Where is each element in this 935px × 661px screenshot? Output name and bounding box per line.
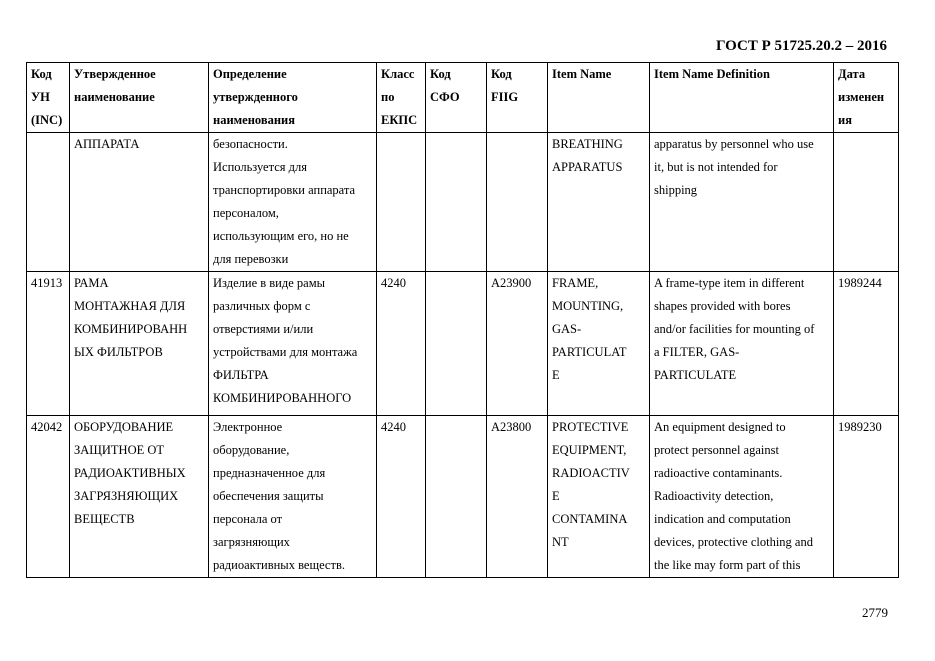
- column-header-line: Код: [31, 67, 52, 81]
- cell-line: BREATHING: [552, 137, 623, 151]
- document-code-header: ГОСТ Р 51725.20.2 – 2016: [715, 38, 887, 54]
- cell-line: E: [552, 368, 560, 382]
- cell-line: Radioactivity detection,: [654, 489, 774, 503]
- cell-line: EQUIPMENT,: [552, 443, 627, 457]
- column-header-line: утвержденного: [213, 90, 298, 104]
- cell-line: КОМБИНИРОВАНН: [74, 322, 188, 336]
- cell-line: ЫХ ФИЛЬТРОВ: [74, 345, 163, 359]
- column-header-line: Item Name: [552, 67, 612, 81]
- cell-line: the like may form part of this: [654, 558, 801, 572]
- cell-line: ОБОРУДОВАНИЕ: [74, 420, 174, 434]
- cell-value: 1989230: [838, 420, 882, 434]
- cell-value: 41913: [31, 276, 63, 290]
- column-header-line: по: [381, 90, 395, 104]
- column-header-date: [834, 63, 899, 133]
- cell-line: КОМБИНИРОВАННОГО: [213, 391, 352, 405]
- cell-line: РАМА: [74, 276, 109, 290]
- cell-line: CONTAMINA: [552, 512, 628, 526]
- cell-line: загрязняющих: [213, 535, 290, 549]
- cell-definition: [209, 272, 377, 416]
- column-header-line: наименования: [213, 113, 296, 127]
- cell-line: FRAME,: [552, 276, 599, 290]
- cell-name: [70, 416, 209, 578]
- column-header-line: Утвержденное: [74, 67, 156, 81]
- cell-line: shipping: [654, 183, 698, 197]
- cell-value: A23900: [491, 276, 532, 290]
- catalog-table: [26, 62, 899, 578]
- cell-class: [377, 133, 426, 272]
- cell-definition: [209, 416, 377, 578]
- column-header-name: [70, 63, 209, 133]
- column-header-line: ЕКПС: [381, 113, 418, 127]
- cell-value: A23800: [491, 420, 532, 434]
- cell-sfo: [426, 133, 487, 272]
- cell-line: использующим его, но не: [213, 229, 349, 243]
- column-header-line: изменен: [838, 90, 885, 104]
- column-header-line: Код: [491, 67, 512, 81]
- cell-line: АППАРАТА: [74, 137, 140, 151]
- cell-line: PARTICULATE: [654, 368, 737, 382]
- cell-line: apparatus by personnel who use: [654, 137, 814, 151]
- table-body: [27, 133, 899, 578]
- cell-inc: [27, 133, 70, 272]
- cell-inc: [27, 416, 70, 578]
- cell-line: безопасности.: [213, 137, 288, 151]
- cell-line: для перевозки: [213, 252, 289, 266]
- cell-fiig: [487, 416, 548, 578]
- cell-date: [834, 272, 899, 416]
- cell-class: [377, 272, 426, 416]
- table-row: [27, 272, 899, 416]
- cell-line: PARTICULAT: [552, 345, 627, 359]
- cell-definition: [209, 133, 377, 272]
- cell-line: Изделие в виде рамы: [213, 276, 326, 290]
- column-header-sfo: [426, 63, 487, 133]
- cell-fiig: [487, 133, 548, 272]
- column-header-line: Item Name Definition: [654, 67, 770, 81]
- cell-item-definition: [650, 416, 834, 578]
- column-header-class: [377, 63, 426, 133]
- cell-item-definition: [650, 272, 834, 416]
- cell-line: E: [552, 489, 560, 503]
- column-header-line: СФО: [430, 90, 460, 104]
- cell-date: [834, 416, 899, 578]
- cell-line: ВЕЩЕСТВ: [74, 512, 135, 526]
- cell-class: [377, 416, 426, 578]
- column-header-item-definition: [650, 63, 834, 133]
- cell-line: транспортировки аппарата: [213, 183, 356, 197]
- cell-line: Используется для: [213, 160, 307, 174]
- cell-line: оборудование,: [213, 443, 290, 457]
- cell-line: ФИЛЬТРА: [213, 368, 269, 382]
- cell-line: MOUNTING,: [552, 299, 624, 313]
- cell-line: GAS-: [552, 322, 582, 336]
- table-header-row: [27, 63, 899, 133]
- cell-line: радиоактивных веществ.: [213, 558, 345, 572]
- cell-item-name: [548, 133, 650, 272]
- cell-line: персоналом,: [213, 206, 279, 220]
- column-header-line: наименование: [74, 90, 155, 104]
- cell-line: radioactive contaminants.: [654, 466, 783, 480]
- cell-value: 4240: [381, 276, 406, 290]
- cell-line: indication and computation: [654, 512, 791, 526]
- cell-sfo: [426, 272, 487, 416]
- page-number: 2779: [862, 605, 888, 620]
- column-header-line: Дата: [838, 67, 866, 81]
- column-header-inc: [27, 63, 70, 133]
- column-header-line: (INC): [31, 113, 63, 127]
- column-header-line: Класс: [381, 67, 415, 81]
- column-header-line: FIIG: [491, 90, 519, 104]
- cell-line: ЗАГРЯЗНЯЮЩИХ: [74, 489, 179, 503]
- cell-line: отверстиями и/или: [213, 322, 314, 336]
- cell-value: 42042: [31, 420, 63, 434]
- cell-line: Электронное: [213, 420, 283, 434]
- cell-item-name: [548, 416, 650, 578]
- cell-line: APPARATUS: [552, 160, 623, 174]
- table-row: [27, 416, 899, 578]
- cell-value: 1989244: [838, 276, 882, 290]
- cell-name: [70, 272, 209, 416]
- cell-line: RADIOACTIV: [552, 466, 630, 480]
- cell-fiig: [487, 272, 548, 416]
- cell-line: МОНТАЖНАЯ ДЛЯ: [74, 299, 186, 313]
- column-header-line: Код: [430, 67, 451, 81]
- cell-line: предназначенное для: [213, 466, 326, 480]
- cell-line: devices, protective clothing and: [654, 535, 813, 549]
- cell-sfo: [426, 416, 487, 578]
- column-header-fiig: [487, 63, 548, 133]
- column-header-line: ия: [838, 113, 852, 127]
- cell-line: NT: [552, 535, 569, 549]
- cell-line: РАДИОАКТИВНЫХ: [74, 466, 186, 480]
- cell-line: обеспечения защиты: [213, 489, 324, 503]
- cell-name: [70, 133, 209, 272]
- cell-line: устройствами для монтажа: [213, 345, 358, 359]
- column-header-item-name: [548, 63, 650, 133]
- table-row: [27, 133, 899, 272]
- cell-line: a FILTER, GAS-: [654, 345, 740, 359]
- cell-line: A frame-type item in different: [654, 276, 805, 290]
- cell-line: it, but is not intended for: [654, 160, 778, 174]
- cell-line: PROTECTIVE: [552, 420, 629, 434]
- cell-line: ЗАЩИТНОЕ ОТ: [74, 443, 165, 457]
- column-header-definition: [209, 63, 377, 133]
- cell-line: различных форм с: [213, 299, 311, 313]
- cell-line: shapes provided with bores: [654, 299, 791, 313]
- cell-line: and/or facilities for mounting of: [654, 322, 815, 336]
- cell-line: An equipment designed to: [654, 420, 786, 434]
- cell-item-definition: [650, 133, 834, 272]
- cell-line: персонала от: [213, 512, 283, 526]
- cell-inc: [27, 272, 70, 416]
- cell-value: 4240: [381, 420, 406, 434]
- cell-line: protect personnel against: [654, 443, 779, 457]
- cell-date: [834, 133, 899, 272]
- column-header-line: Определение: [213, 67, 287, 81]
- cell-item-name: [548, 272, 650, 416]
- column-header-line: УН: [31, 90, 50, 104]
